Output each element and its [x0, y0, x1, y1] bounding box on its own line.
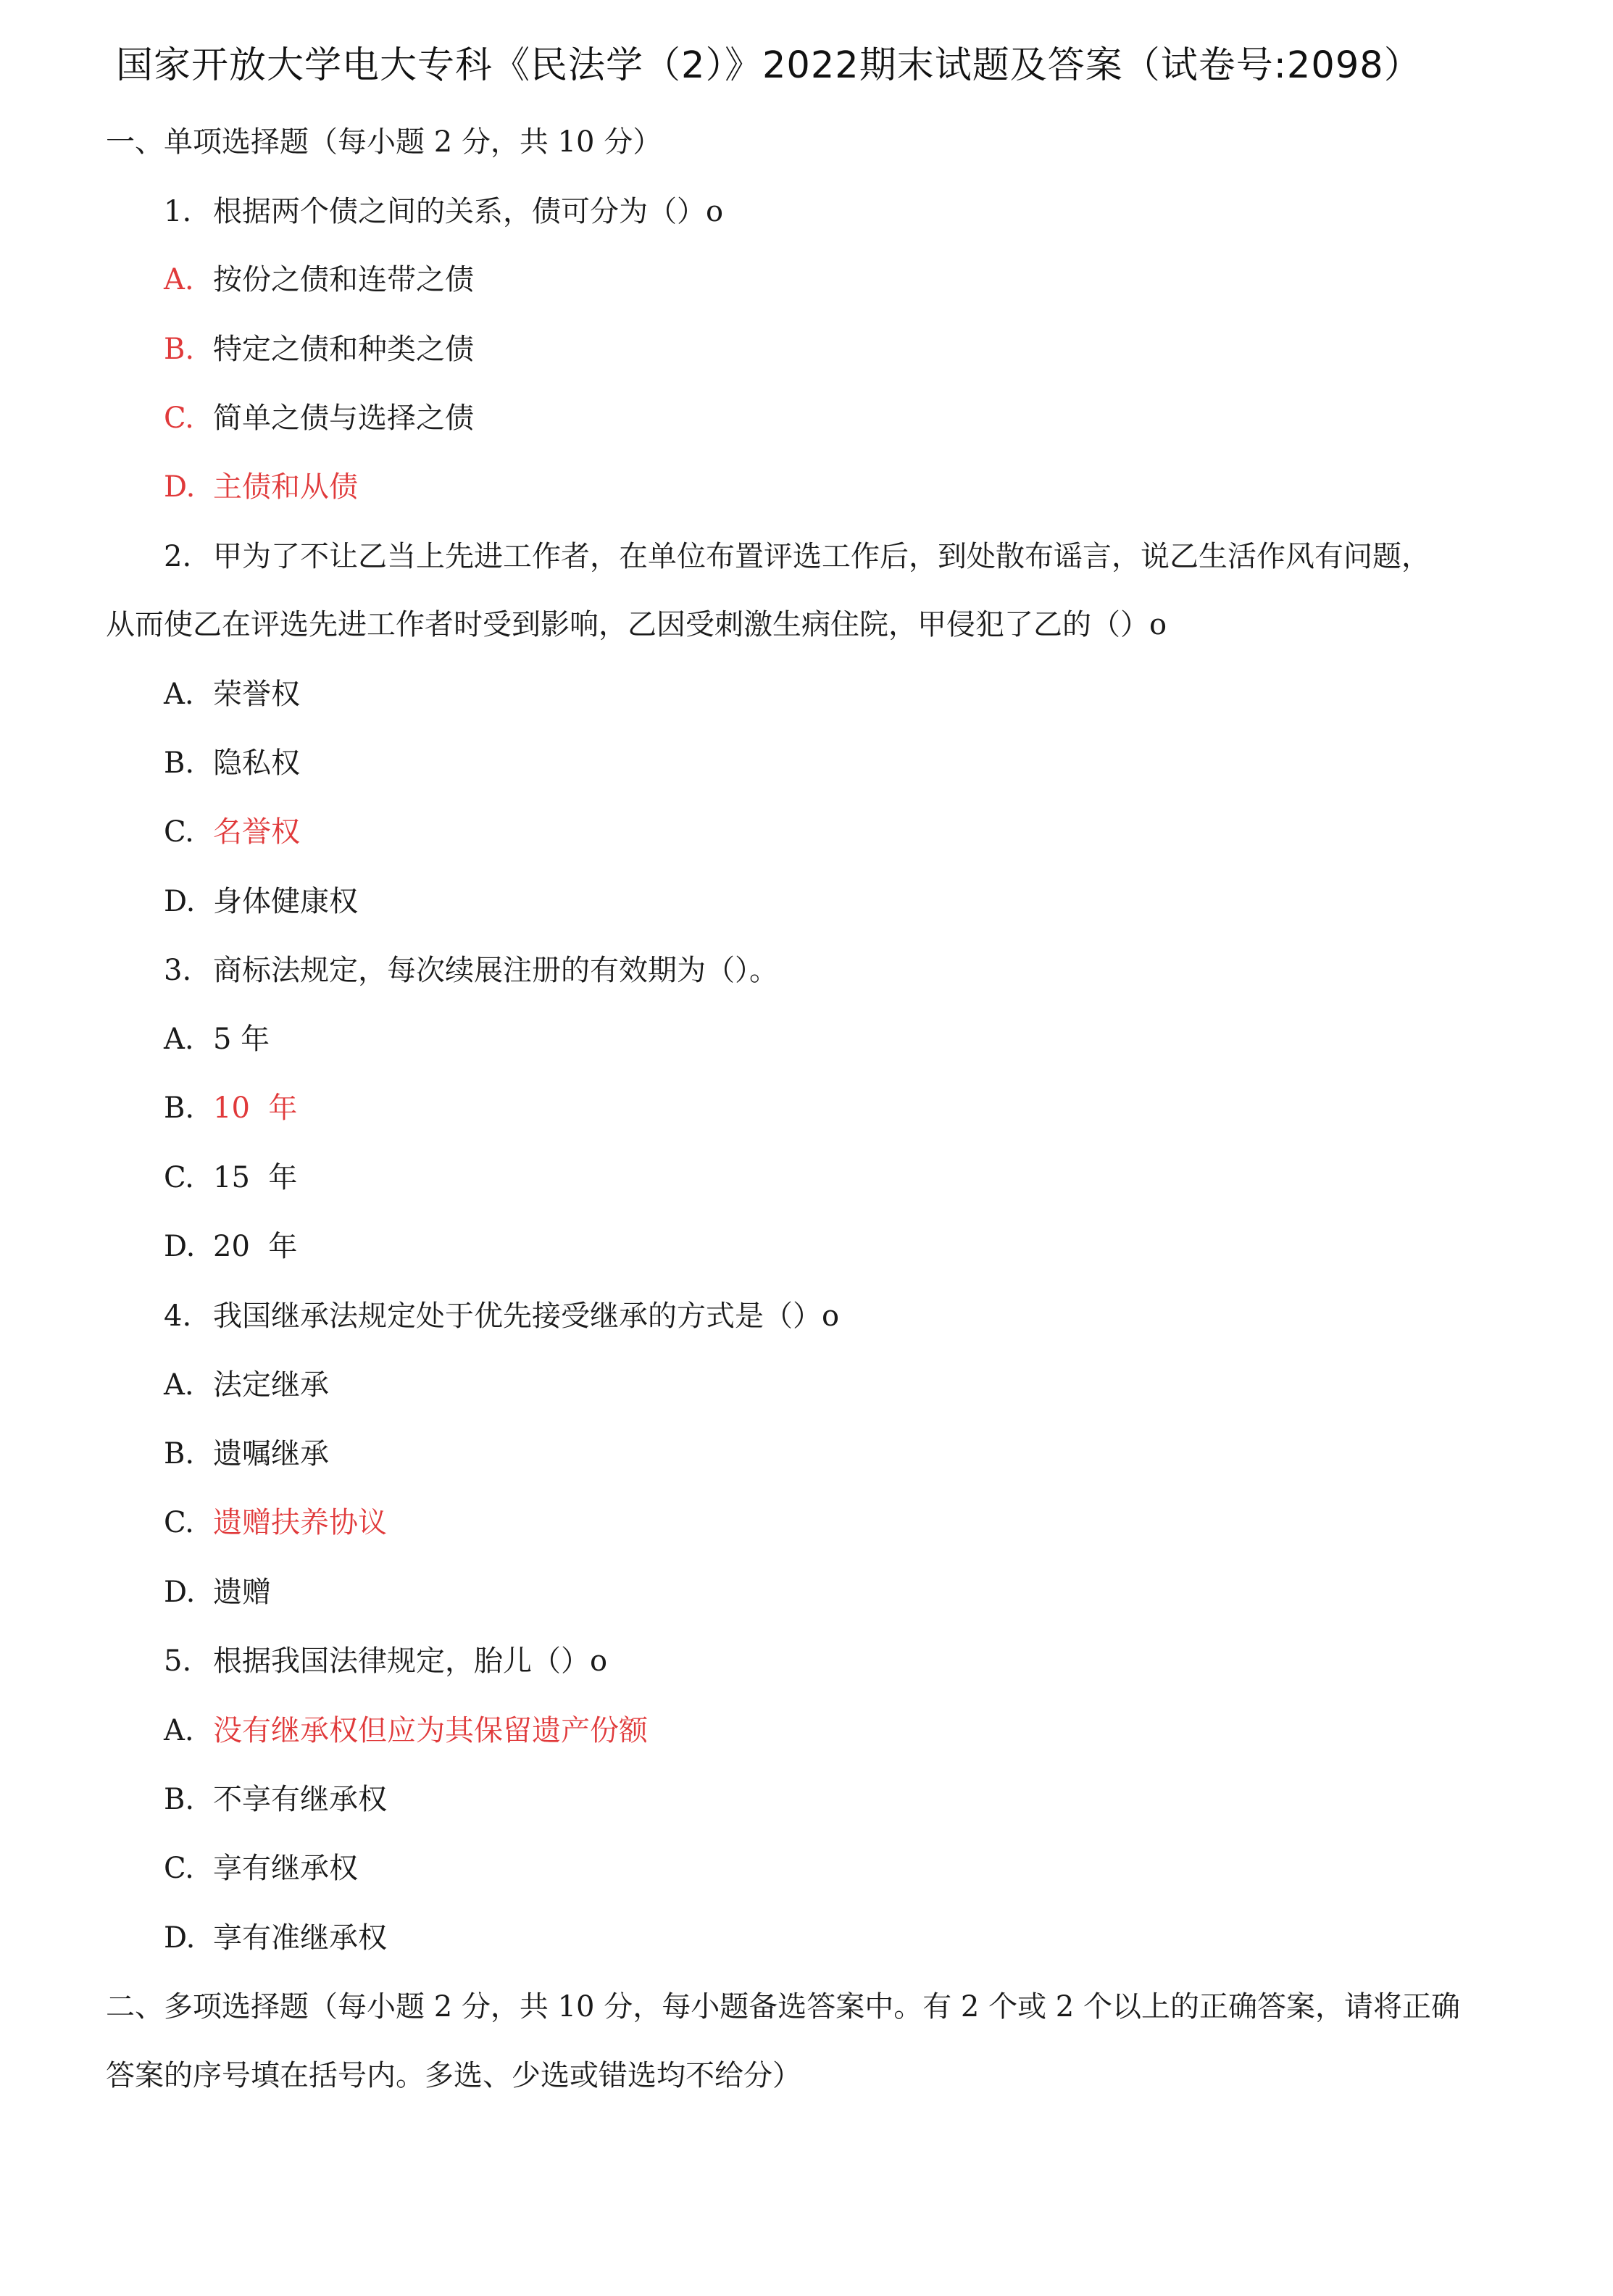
- question-text: 商标法规定，每次续展注册的有效期为（）。: [213, 954, 778, 987]
- section-2-heading: 二、多项选择题（每小题 2 分，共 10 分，每小题备选答案中。有 2 个或 2 个以上的正确答案，请将正确: [106, 1990, 1460, 2023]
- option-text: 名誉权: [213, 815, 300, 849]
- q3-option-a: [164, 1022, 270, 1057]
- option-text: 遗赠扶养协议: [213, 1506, 387, 1539]
- q4-option-b: [164, 1436, 329, 1471]
- option-text: 主债和从债: [213, 470, 358, 504]
- option-text: 5 年: [213, 1023, 270, 1056]
- option-text: 简单之债与选择之债: [213, 402, 474, 435]
- option-label: C.: [164, 1161, 194, 1194]
- q3-option-c: [164, 1160, 297, 1195]
- question-2-continued: 从而使乙在评选先进工作者时受到影响，乙因受刺激生病住院，甲侵犯了乙的（）o: [106, 608, 1167, 641]
- q4-option-d: [164, 1575, 271, 1610]
- option-text: 法定继承: [213, 1368, 329, 1402]
- question-text: 甲为了不让乙当上先进工作者，在单位布置评选工作后，到处散布谣言，说乙生活作风有问题，: [213, 540, 1430, 573]
- section-2-heading-continued: 答案的序号填在括号内。多选、少选或错选均不给分）: [106, 2059, 801, 2092]
- question-text: 根据我国法律规定，胎儿（）o: [213, 1644, 608, 1678]
- option-text: 10 年: [213, 1091, 298, 1125]
- option-label: C.: [164, 402, 194, 435]
- question-3: [164, 953, 778, 988]
- option-label: A.: [164, 1714, 194, 1747]
- option-label: D.: [164, 470, 196, 504]
- option-label: D.: [164, 1921, 196, 1955]
- question-number: 1.: [164, 195, 192, 228]
- option-text: 特定之债和种类之债: [213, 333, 474, 366]
- q5-option-d: [164, 1921, 387, 1955]
- option-label: A.: [164, 1368, 194, 1402]
- q2-option-c-answer: [164, 815, 300, 849]
- question-number: 4.: [164, 1299, 192, 1333]
- option-text: 20 年: [213, 1230, 298, 1263]
- option-label: B.: [164, 333, 195, 366]
- option-label: D.: [164, 1230, 196, 1263]
- option-label: D.: [164, 885, 196, 918]
- option-text: 享有继承权: [213, 1852, 358, 1885]
- option-label: C.: [164, 1852, 194, 1885]
- option-text: 享有准继承权: [213, 1921, 387, 1955]
- option-label: B.: [164, 1091, 195, 1125]
- option-label: B.: [164, 1783, 195, 1816]
- q1-option-c: [164, 401, 474, 436]
- question-4: [164, 1299, 839, 1334]
- q3-option-d: [164, 1229, 297, 1264]
- q5-option-a-answer: [164, 1713, 648, 1748]
- q1-option-b: [164, 332, 474, 367]
- q1-option-a: [164, 262, 474, 297]
- q2-option-d: [164, 884, 358, 919]
- option-text: 遗嘱继承: [213, 1437, 329, 1471]
- option-text: 15 年: [213, 1161, 298, 1194]
- question-number: 2.: [164, 540, 192, 573]
- q2-option-b: [164, 746, 300, 781]
- option-label: D.: [164, 1576, 196, 1609]
- option-label: C.: [164, 1506, 194, 1539]
- page-title: 国家开放大学电大专科《民法学（2）》2022期末试题及答案（试卷号:2098）: [116, 44, 1422, 87]
- option-text: 按份之债和连带之债: [213, 263, 474, 296]
- question-text: 根据两个债之间的关系，债可分为（）o: [213, 195, 724, 228]
- option-label: A.: [164, 1023, 194, 1056]
- option-label: C.: [164, 815, 194, 849]
- q5-option-b: [164, 1782, 387, 1817]
- q3-option-b-answer: [164, 1091, 297, 1126]
- option-text: 荣誉权: [213, 678, 300, 711]
- question-2: [164, 539, 1430, 574]
- question-5: [164, 1644, 607, 1679]
- option-label: B.: [164, 1437, 195, 1471]
- option-text: 身体健康权: [213, 885, 358, 918]
- option-label: B.: [164, 746, 195, 780]
- q5-option-c: [164, 1851, 358, 1886]
- option-text: 遗赠: [213, 1576, 271, 1609]
- q1-option-d-answer: [164, 470, 358, 504]
- option-text: 隐私权: [213, 746, 300, 780]
- option-label: A.: [164, 678, 194, 711]
- question-text: 我国继承法规定处于优先接受继承的方式是（）o: [213, 1299, 840, 1333]
- option-label: A.: [164, 263, 194, 296]
- q4-option-a: [164, 1368, 329, 1402]
- option-text: 不享有继承权: [213, 1783, 387, 1816]
- question-number: 3.: [164, 954, 192, 987]
- question-1: [164, 194, 723, 229]
- section-1-heading: 一、单项选择题（每小题 2 分，共 10 分）: [106, 125, 662, 159]
- q4-option-c-answer: [164, 1505, 387, 1540]
- q2-option-a: [164, 677, 300, 712]
- question-number: 5.: [164, 1644, 192, 1678]
- option-text: 没有继承权但应为其保留遗产份额: [213, 1714, 648, 1747]
